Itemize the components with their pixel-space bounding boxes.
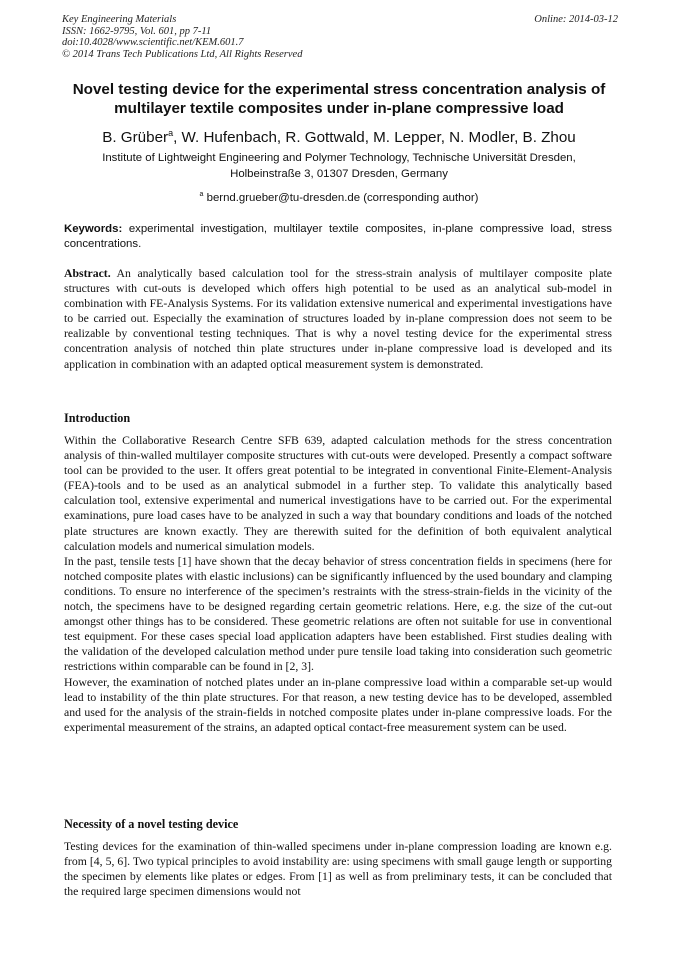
abstract-text: An analytically based calculation tool for the stress-strain analysis of multilayer composite plate structures with cut-outs is developed which offers high potential to be used as an analytical sub-model in combination with FE-Analysis Systems. For its validation extensive numerical and experimental investigations have to be carried out. Especially the examination of structures loaded by in-plane compression does not seem to be realizable by conventional testing techniques. That is why a novel testing device for the experimental stress concentration analysis of notched thin plate structures under in-plane compressive load is developed and its application in combination with an adapted optical measurement system is demonstrated.	[64, 267, 612, 371]
abstract-label: Abstract.	[64, 267, 111, 280]
journal-name: Key Engineering Materials	[62, 14, 177, 25]
journal-header	[62, 14, 618, 60]
abstract	[64, 266, 612, 372]
journal-doi: doi:10.4028/www.scientific.net/KEM.601.7	[62, 37, 244, 48]
author-list	[50, 124, 628, 147]
keywords-text: experimental investigation, multilayer textile composites, in-plane compressive load, stress concentrations.	[64, 223, 612, 250]
email-sup: a	[199, 191, 204, 198]
online-date: Online: 2014-03-12	[534, 14, 618, 25]
keywords-label: Keywords:	[64, 223, 123, 235]
necessity-body	[64, 839, 612, 899]
email-text: bernd.grueber@tu-dresden.de (corresponding author)	[203, 192, 479, 204]
introduction-heading: Introduction	[64, 411, 131, 425]
affiliation-line-1: Institute of Lightweight Engineering and Polymer Technology, Technische Universität Dresden,	[102, 152, 576, 164]
intro-paragraph-1: Within the Collaborative Research Centre SFB 639, adapted calculation methods for the stress concentration analysis of thin-walled multilayer composite structures with cut-outs were developed. Presently a compact software tool can be provided to the user. It offers great potential to be integrated in conventional Finite-Element-Analysis (FEA)-tools and to be used as an analytical submodel in a further step. To validate this analytically based calculation tool, extensive experimental and numerical investigations have to be carried out. For the experimental examinations, pure load cases have to be analyzed in such a way that boundary conditions and loads of the notched plate structures are known exactly. They are therewith suited for the definition of both equivalent analytical calculation models and numerical simulation models.	[64, 434, 612, 553]
affiliation-line-2: Holbeinstraße 3, 01307 Dresden, Germany	[230, 167, 448, 180]
affiliation	[60, 151, 618, 182]
author-sup: a	[168, 128, 174, 138]
necessity-paragraph-1: Testing devices for the examination of thin-walled specimens under in-plane compression loading are known e.g. from [4, 5, 6]. Two typical principles to avoid instability are: using specimens with small gauge length or supporting the specimen by elements like plates or edges. From [1] as well as from preliminary tests, it can be concluded that the required large specimen dimensions would not	[64, 840, 612, 899]
intro-paragraph-2: In the past, tensile tests [1] have shown that the decay behavior of stress concentration fields in specimens (here for notched composite plates with elastic inclusions) can be significantly influenced by the used boundary and clamping conditions. To ensure no interference of the specimen’s restraints with the stress-strain-fields in the vicinity of the notch, the specimens have to be designed regarding certain geometric relations. Here, e.g. the size of the cut-out amongst other things has to be considered. These geometric relations are often not suitable for use in conventional test equipment. For these cases special load application adapters have been established. First studies dealing with the validation of the developed calculation method under pure tensile load taking into consideration such geometric restrictions within comparable can be found in [2, 3].	[64, 554, 612, 674]
keywords	[64, 222, 612, 251]
intro-paragraph-3: However, the examination of notched plates under an in-plane compressive load within a comparable set-up would lead to instability of the thin plate structures. For that reason, a new testing device has to be developed, assembled and used for the analysis of the strain-fields in notched composite plates under in-plane compressive loads. For the experimental measurement of the strains, an adapted optical contact-free measurement system can be used.	[64, 675, 612, 734]
authors-rest: , W. Hufenbach, R. Gottwald, M. Lepper, N. Modler, B. Zhou	[173, 129, 576, 146]
introduction-body	[64, 433, 612, 735]
corresponding-email	[60, 187, 618, 206]
necessity-heading: Necessity of a novel testing device	[64, 817, 239, 831]
author-first: B. Grüber	[102, 129, 169, 146]
journal-copyright: © 2014 Trans Tech Publications Ltd, All Rights Reserved	[62, 48, 303, 60]
paper-title: Novel testing device for the experimental stress concentration analysis of multilayer textile composites under in-plane compressive load	[72, 81, 606, 117]
journal-issn: ISSN: 1662-9795, Vol. 601, pp 7-11	[62, 25, 212, 37]
